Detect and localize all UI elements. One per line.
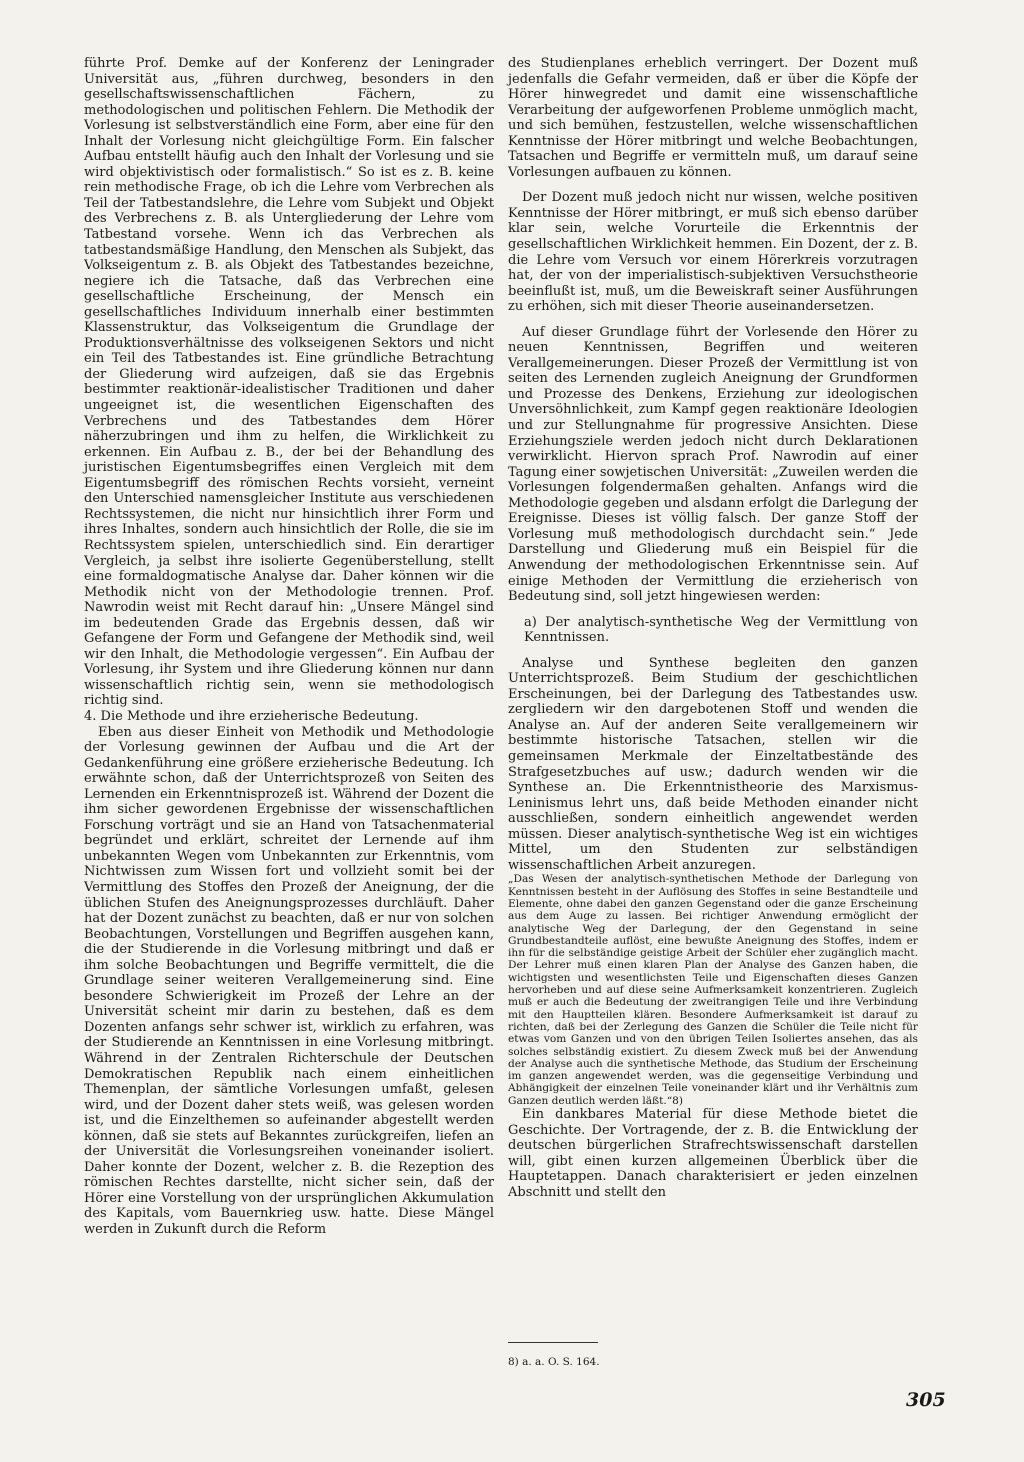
- right-column: [508, 56, 918, 1200]
- paragraph: Ein dankbares Material für diese Methode bietet die Geschichte. Der Vortragende, der z. B. die Entwicklung der deutschen bürgerlichen Strafrechtswissenschaft darstellen will, gibt einen kurzen allgemeinen Überblick über die Hauptetappen. Danach charakterisiert er jeden einzelnen Abschnitt und stellt den: [508, 1106, 918, 1200]
- paragraph: des Studienplanes erheblich verringert. Der Dozent muß jedenfalls die Gefahr vermeiden, daß er über die Köpfe der Hörer hinwegredet und damit eine wissenschaftliche Verarbeitung der aufgeworfenen Probleme unmöglich macht, und sich bemühen, festzustellen, welche wissenschaftlichen Kenntnisse der Hörer mitbringt und welche Beobachtungen, Tatsachen und Begriffe er vermitteln muß, um darauf seine Vorlesungen aufbauen zu können.: [508, 56, 918, 180]
- list-item: a) Der analytisch-synthetische Weg der Vermittlung von Kenntnissen.: [524, 614, 918, 646]
- left-column: [84, 56, 494, 1238]
- footnote: 8) a. a. O. S. 164.: [508, 1356, 600, 1368]
- paragraph: Der Dozent muß jedoch nicht nur wissen, welche positiven Kenntnisse der Hörer mitbringt, er muß sich ebenso darüber klar sein, welche Vorurteile die Erkenntnis der gesellschaftlichen Wirklichkeit hemmen. Ein Dozent, der z. B. die Lehre vom Versuch vor einem Hörerkreis vorzutragen hat, der von der imperialistisch-subjektiven Versuchstheorie beeinflußt ist, muß, um die Beweiskraft seiner Ausführungen zu erhöhen, sich mit dieser Theorie auseinandersetzen.: [508, 190, 918, 315]
- paragraph: führte Prof. Demke auf der Konferenz der Leningrader Universität aus, „führen durchweg, besonders in den gesellschaftswissenschaftlichen Fächern, zu methodologischen und politischen Fehlern. Die Methodik der Vorlesung ist selbstverständlich eine Form, aber eine für den Inhalt der Vorlesung nicht gleichgültige Form. Ein falscher Aufbau entstellt häufig auch den Inhalt der Vorlesung und sie wird objektivistisch oder formalistisch.“ So ist es z. B. keine rein methodische Frage, ob ich die Lehre vom Verbrechen als Teil der Tatbestandslehre, die Lehre vom Subjekt und Objekt des Verbrechens z. B. als Untergliederung der Lehre vom Tatbestand vorsehe. Wenn ich das Verbrechen als tatbestandsmäßige Handlung, den Menschen als Subjekt, das Volkseigentum z. B. als Objekt des Tatbestandes bezeichne, negiere ich die Tatsache, daß das Verbrechen eine gesellschaftliche Erscheinung, der Mensch ein gesellschaftliches Individuum innerhalb einer bestimmten Klassenstruktur, das Volkseigentum die Grundlage der Produktionsverhältnisse des volkseigenen Sektors und nicht ein Teil des Tatbestandes ist. Eine gründliche Betrachtung der Gliederung wird aufzeigen, daß sie das Ergebnis bestimmter reaktionär-idealistischer Traditionen und daher ungeeignet ist, die wesentlichen Eigenschaften des Verbrechens und des Tatbestandes dem Hörer näherzubringen und ihm zu helfen, die Wirklichkeit zu erkennen. Ein Aufbau z. B., der bei der Behandlung des juristischen Eigentumsbegriffes einen Vergleich mit dem Eigentumsbegriff des römischen Rechts vorsieht, verneint den Unterschied namensgleicher Institute aus verschiedenen Rechtssystemen, die nicht nur hinsichtlich ihrer Form und ihres Inhaltes, sondern auch hinsichtlich der Rolle, die sie im Rechtssystem spielen, unterschiedlich sind. Ein derartiger Vergleich, ja selbst ihre isolierte Gegenüberstellung, stellt eine formaldogmatische Analyse dar. Daher können wir die Methodik nicht von der Methodologie trennen. Prof. Nawrodin weist mit Recht darauf hin: „Unsere Mängel sind im bedeutenden Grade das Ergebnis dessen, daß wir Gefangene der Form und Gefangene der Methodik sind, weil wir den Inhalt, die Methodologie vergessen“. Ein Aufbau der Vorlesung, ihr System und ihre Gliederung können nur dann wissenschaftlich richtig sein, wenn sie methodologisch richtig sind.: [84, 56, 494, 709]
- paragraph: Analyse und Synthese begleiten den ganzen Unterrichtsprozeß. Beim Studium der geschichtlichen Erscheinungen, bei der Darlegung des Tatbestandes usw. zergliedern wir den dargebotenen Stoff und wenden die Analyse an. Auf der anderen Seite verallgemeinern wir bestimmte historische Tatsachen, stellen wir die gemeinsamen Merkmale der Einzeltatbestände des Strafgesetzbuches auf usw.; dadurch wenden wir die Synthese an. Die Erkenntnistheorie des Marxismus-Leninismus lehrt uns, daß beide Methoden einander nicht ausschließen, sondern einheitlich angewendet werden müssen. Dieser analytisch-synthetische Weg ist ein wichtiges Mittel, um den Studenten zur selbständigen wissenschaftlichen Arbeit anzuregen.: [508, 655, 918, 873]
- footnote-divider: [508, 1342, 598, 1343]
- paragraph: Eben aus dieser Einheit von Methodik und Methodologie der Vorlesung gewinnen der Aufbau und die Art der Gedankenführung eine größere erzieherische Bedeutung. Ich erwähnte schon, daß der Unterrichtsprozeß von Seiten des Lernenden ein Erkenntnisprozeß ist. Während der Dozent die ihm sicher gewordenen Ergebnisse der wissenschaftlichen Forschung vorträgt und sie an Hand von Tatsachenmaterial begründet und erklärt, schreitet der Lernende auf ihm unbekannten Wegen vom Unbekannten zur Erkenntnis, vom Nichtwissen zum Wissen fort und vollzieht somit bei der Vermittlung des Stoffes den Prozeß der Aneignung, der die üblichen Stufen des Aneignungsprozesses durchläuft. Daher hat der Dozent zunächst zu beachten, daß er nur von solchen Beobachtungen, Vorstellungen und Begriffen ausgehen kann, die der Studierende in die Vorlesung mitbringt und daß er ihm solche Beobachtungen und Begriffe vermittelt, die die Grundlage seiner weiteren Verallgemeinerung sind. Eine besondere Schwierigkeit im Prozeß der Lehre an der Universität scheint mir darin zu bestehen, daß es dem Dozenten anfangs sehr schwer ist, wirklich zu erfahren, was der Studierende an Kenntnissen in eine Vorlesung mitbringt. Während in der Zentralen Richterschule der Deutschen Demokratischen Republik nach einem einheitlichen Themenplan, der sämtliche Vorlesungen umfaßt, gelesen wird, und der Dozent daher stets weiß, was gelesen worden ist, und die Einzelthemen so aufeinander abgestellt werden können, daß sie stets auf Bekanntes zurückgreifen, liefen an der Universität die Vorlesungsreihen voneinander isoliert. Daher konnte der Dozent, welcher z. B. die Rezeption des römischen Rechtes darstellte, nicht sicher sein, daß der Hörer eine Vorstellung von der ursprünglichen Akkumulation des Kapitals, vom Bauernkrieg usw. hatte. Diese Mängel werden in Zukunft durch die Reform: [84, 724, 494, 1238]
- section-heading: 4. Die Methode und ihre erzieherische Bedeutung.: [84, 708, 419, 724]
- paragraph: Auf dieser Grundlage führt der Vorlesende den Hörer zu neuen Kenntnissen, Begriffen und weiteren Verallgemeinerungen. Dieser Prozeß der Vermittlung ist von seiten des Lernenden zugleich Aneignung der Grundformen und Prozesse des Denkens, Erziehung zur ideologischen Unversöhnlichkeit, zum Kampf gegen reaktionäre Ideologien und zur Stellungnahme für progressive Ansichten. Diese Erziehungsziele werden jedoch nicht durch Deklarationen verwirklicht. Hiervon sprach Prof. Nawrodin auf einer Tagung einer sowjetischen Universität: „Zuweilen werden die Vorlesungen folgendermaßen gehalten. Anfangs wird die Methodologie gegeben und alsdann erfolgt die Darlegung der Ereignisse. Dieses ist völlig falsch. Der ganze Stoff der Vorlesung muß methodologisch durchdacht sein.“ Jede Darstellung und Gliederung muß ein Beispiel für die Anwendung der methodologischen Erkenntnisse sein. Auf einige Methoden der Vermittlung die erzieherisch von Bedeutung sind, soll jetzt hingewiesen werden:: [508, 324, 918, 605]
- page-number: 305: [906, 1389, 946, 1411]
- block-quote: „Das Wesen der analytisch-synthetischen Methode der Darlegung von Kenntnissen besteht in der Auflösung des Stoffes in seine Bestandteile und Elemente, ohne dabei den ganzen Gegenstand oder die ganze Erscheinung aus dem Auge zu lassen. Bei richtiger Anwendung ermöglicht der analytische Weg der Darlegung, der den Gegenstand in seine Grundbestandteile auflöst, eine bewußte Aneignung des Stoffes, indem er ihn für die selbständige geistige Arbeit der Schüler eher zugänglich macht. Der Lehrer muß einen klaren Plan der Analyse des Ganzen haben, die wichtigsten und wesentlichsten Teile und Eigenschaften dieses Ganzen hervorheben und auf diese seine Aufmerksamkeit konzentrieren. Zugleich muß er auch die Bedeutung der zweitrangigen Teile und ihre Verbindung mit den Hauptteilen klären. Besondere Aufmerksamkeit ist darauf zu richten, daß bei der Zerlegung des Ganzen die Schüler die Teile nicht für etwas vom Ganzen und von den übrigen Teilen Isoliertes ansehen, das als solches selbständig existiert. Zu diesem Zweck muß bei der Anwendung der Analyse auch die synthetische Methode, das Studium der Erscheinung im ganzen angewendet werden, was die gegenseitige Verbindung und Abhängigkeit der einzelnen Teile voneinander klärt und ihr Verhältnis zum Ganzen deutlich werden läßt.“8): [508, 873, 918, 1107]
